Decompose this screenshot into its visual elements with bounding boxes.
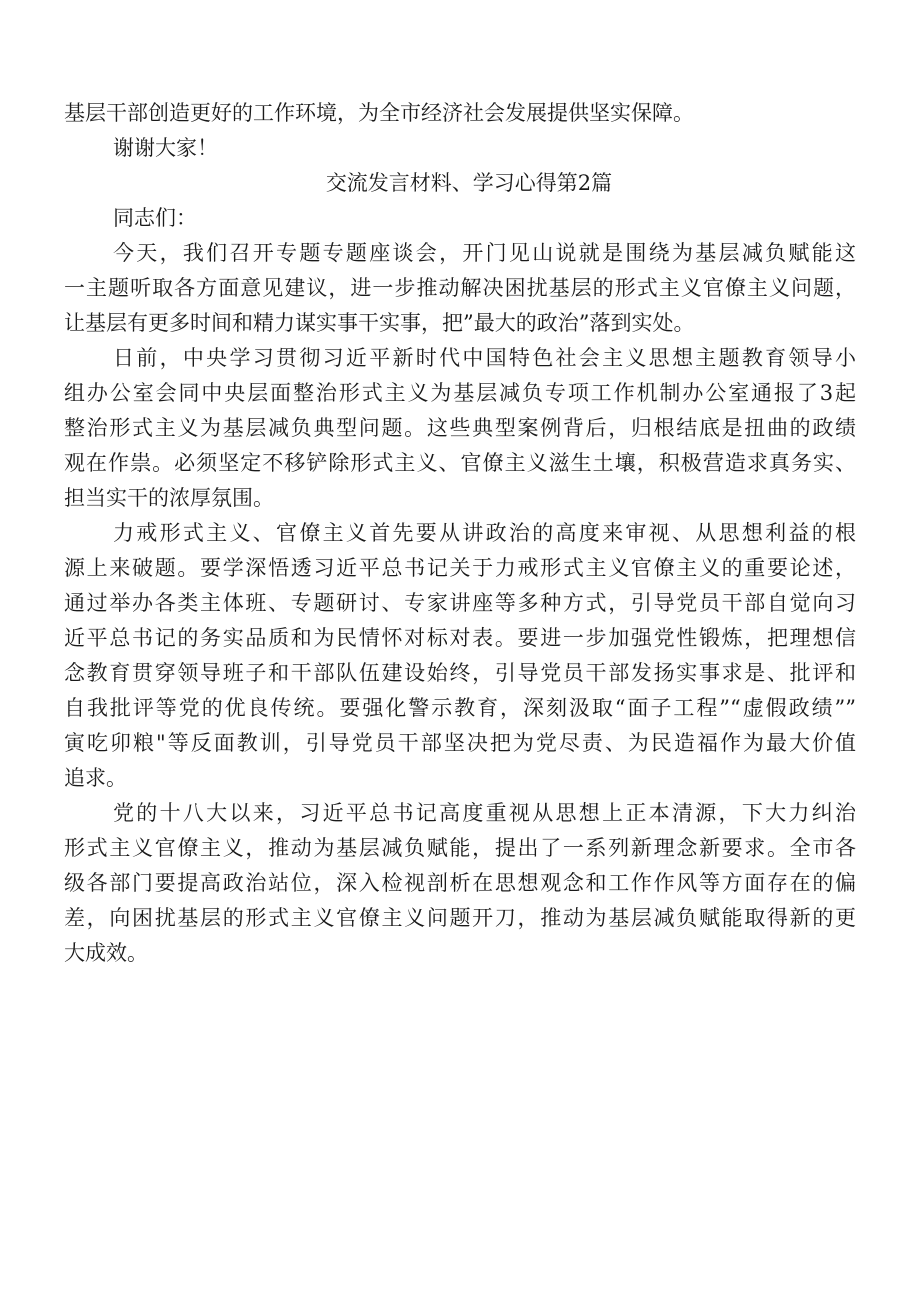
paragraph-line: 日前，中央学习贯彻习近平新时代中国特色社会主义思想主题教育领导小	[113, 346, 856, 370]
paragraph-line: 追求。	[64, 766, 127, 790]
paragraph-line: 念教育贯穿领导班子和干部队伍建设始终，引导党员干部发扬实事求是、批评和	[64, 661, 856, 685]
paragraph-line: 一主题听取各方面意见建议，进一步推动解决困扰基层的形式主义官僚主义问题，	[64, 276, 856, 300]
paragraph-4	[64, 796, 856, 971]
paragraph-line: 党的十八大以来，习近平总书记高度重视从思想上正本清源，下大力纠治	[113, 801, 856, 825]
section-title: 交流发言材料、学习心得第2篇	[325, 171, 613, 195]
document-page	[64, 96, 856, 971]
paragraph-line: 寅吃卯粮"等反面教训，引导党员干部坚决把为党尽责、为民造福作为最大价值	[64, 731, 856, 755]
paragraph-line: 今天，我们召开专题专题座谈会，开门见山说就是围绕为基层减负赋能这	[113, 241, 856, 265]
paragraph-line: 担当实干的浓厚氛围。	[64, 486, 274, 510]
carryover-line: 基层干部创造更好的工作环境，为全市经济社会发展提供坚实保障。	[64, 101, 694, 125]
paragraph-line: 大成效。	[64, 941, 148, 965]
paragraph-line: 整治形式主义为基层减负典型问题。这些典型案例背后，归根结底是扭曲的政绩	[64, 416, 856, 440]
paragraph-line: 让基层有更多时间和精力谋实事干实事，把”最大的政治”落到实处。	[64, 311, 695, 335]
paragraph-3	[64, 516, 856, 796]
paragraph-line: 自我批评等党的优良传统。要强化警示教育，深刻汲取“面子工程”“虚假政绩””	[64, 696, 856, 720]
paragraph-line: 力戒形式主义、官僚主义首先要从讲政治的高度来审视、从思想利益的根	[113, 521, 856, 545]
paragraph-line: 差，向困扰基层的形式主义官僚主义问题开刀，推动为基层减负赋能取得新的更	[64, 906, 856, 930]
salutation: 同志们：	[113, 206, 197, 230]
paragraph-line: 组办公室会同中央层面整治形式主义为基层减负专项工作机制办公室通报了3起	[64, 381, 856, 405]
paragraph-line: 观在作祟。必须坚定不移铲除形式主义、官僚主义滋生土壤，积极营造求真务实、	[64, 451, 856, 475]
paragraph-1	[64, 236, 856, 341]
paragraph-line: 通过举办各类主体班、专题研讨、专家讲座等多种方式，引导党员干部自觉向习	[64, 591, 856, 615]
paragraph-line: 形式主义官僚主义，推动为基层减负赋能，提出了一系列新理念新要求。全市各	[64, 836, 856, 860]
paragraph-line: 近平总书记的务实品质和为民情怀对标对表。要进一步加强党性锻炼，把理想信	[64, 626, 856, 650]
paragraph-line: 级各部门要提高政治站位，深入检视剖析在思想观念和工作作风等方面存在的偏	[64, 871, 856, 895]
paragraph-line: 源上来破题。要学深悟透习近平总书记关于力戒形式主义官僚主义的重要论述，	[64, 556, 856, 580]
paragraph-2	[64, 341, 856, 516]
thanks-text: 谢谢大家！	[113, 136, 218, 160]
